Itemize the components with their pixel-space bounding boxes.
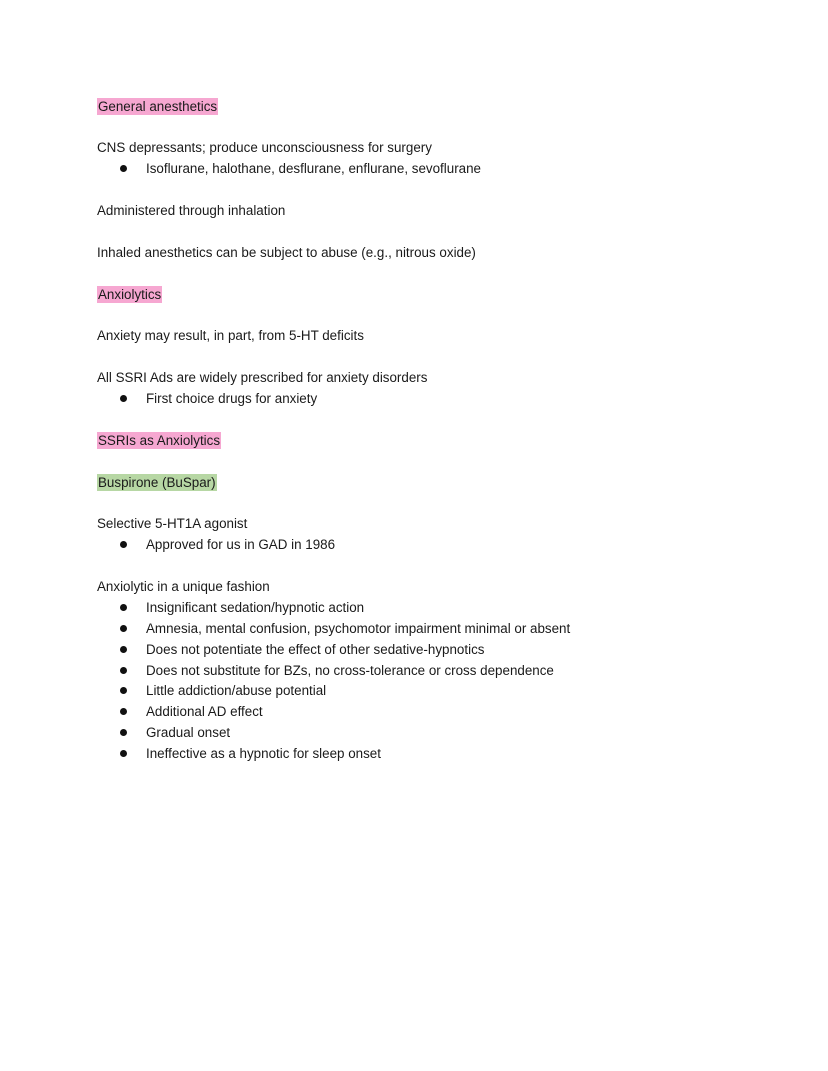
bullet-icon — [120, 708, 127, 715]
paragraph: All SSRI Ads are widely prescribed for anxiety disorders — [97, 370, 428, 385]
list-item-text: Approved for us in GAD in 1986 — [146, 537, 336, 552]
list-item — [120, 744, 381, 764]
heading-general-anesthetics — [97, 97, 218, 117]
bullet-icon — [120, 604, 127, 611]
list-item-text: Does not potentiate the effect of other sedative-hypnotics — [146, 642, 485, 657]
heading-anxiolytics — [97, 285, 162, 305]
list-item-text: Additional AD effect — [146, 704, 263, 719]
heading-text: SSRIs as Anxiolytics — [98, 433, 221, 448]
list-item — [120, 389, 317, 409]
bullet-icon — [120, 395, 127, 402]
heading-ssris — [97, 431, 221, 451]
bullet-icon — [120, 750, 127, 757]
bullet-icon — [120, 165, 127, 172]
list-item — [120, 661, 554, 681]
heading-text: General anesthetics — [98, 99, 218, 114]
list-item — [120, 681, 326, 701]
list-item — [120, 640, 484, 660]
list-item-text: Isoflurane, halothane, desflurane, enflurane, sevoflurane — [146, 161, 481, 176]
bullet-icon — [120, 625, 127, 632]
list-item — [120, 159, 481, 179]
heading-text: Buspirone (BuSpar) — [98, 475, 216, 490]
bullet-icon — [120, 729, 127, 736]
bullet-icon — [120, 687, 127, 694]
bullet-icon — [120, 646, 127, 653]
list-item-text: Gradual onset — [146, 725, 231, 740]
heading-text: Anxiolytics — [98, 287, 162, 302]
paragraph: Anxiolytic in a unique fashion — [97, 579, 270, 594]
list-item — [120, 702, 263, 722]
list-item-text: First choice drugs for anxiety — [146, 391, 318, 406]
bullet-icon — [120, 667, 127, 674]
paragraph: CNS depressants; produce unconsciousness for surgery — [97, 140, 432, 155]
list-item-text: Does not substitute for BZs, no cross-tolerance or cross dependence — [146, 663, 554, 678]
list-item-text: Amnesia, mental confusion, psychomotor impairment minimal or absent — [146, 621, 571, 636]
heading-buspirone — [97, 473, 217, 493]
paragraph: Inhaled anesthetics can be subject to abuse (e.g., nitrous oxide) — [97, 245, 476, 260]
paragraph: Selective 5-HT1A agonist — [97, 516, 248, 531]
list-item — [120, 619, 570, 639]
paragraph: Anxiety may result, in part, from 5-HT deficits — [97, 328, 364, 343]
list-item — [120, 723, 230, 743]
list-item-text: Ineffective as a hypnotic for sleep onset — [146, 746, 381, 761]
list-item-text: Insignificant sedation/hypnotic action — [146, 600, 365, 615]
list-item — [120, 598, 364, 618]
list-item — [120, 535, 335, 555]
paragraph: Administered through inhalation — [97, 203, 286, 218]
list-item-text: Little addiction/abuse potential — [146, 683, 327, 698]
bullet-icon — [120, 541, 127, 548]
